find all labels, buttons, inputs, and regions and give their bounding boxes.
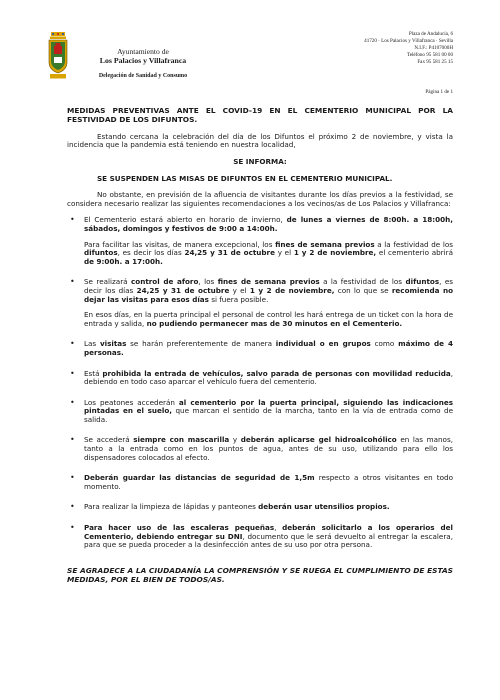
text: Los peatones accederán — [84, 397, 179, 407]
address-line: Plaza de Andalucía, 6 — [408, 31, 453, 37]
se-informa-heading: SE INFORMA: — [233, 157, 287, 166]
bold-text: Deberán guardar las distancias de seguridad de 1,5m — [84, 473, 315, 483]
address-line: Fax 95 581 25 15 — [417, 58, 453, 65]
bold-text: deberán usar utensilios propios. — [258, 502, 390, 512]
text: Se realizará — [84, 277, 131, 287]
provision-paragraph: No obstante, en previsión de la afluencia de visitantes durante los días previos a la festividad, se considera necesario realizar las siguientes recomendaciones a los vecinos/as de Los Palacios y Villafranca: — [67, 190, 453, 208]
text: si fuera posible. — [208, 294, 269, 304]
text: En esos días, en la puerta principal el personal de control les hará entrega de un ticket con la hora de entrada y salida, — [84, 310, 453, 328]
text: con lo que se — [334, 285, 392, 295]
list-item — [67, 503, 453, 512]
list-item — [67, 216, 453, 266]
organization-name — [78, 47, 208, 80]
bold-text: control de aforo — [131, 277, 199, 287]
text: , es decir los días — [84, 277, 453, 295]
text: y el — [229, 285, 250, 295]
org-line-2: Los Palacios y Villafranca — [99, 56, 187, 65]
list-item — [67, 474, 453, 491]
text: respecto a otros visitantes en todo momento. — [84, 473, 453, 491]
text: y el — [274, 248, 294, 258]
text: se harán preferentemente de manera — [126, 339, 276, 349]
bold-text: difuntos — [84, 248, 118, 258]
bold-text: de 9:00h. a 17:00h. — [84, 256, 163, 266]
bold-text: de lunes a viernes de 8:00h. a 18:00h, sábados, domingos y festivos de 9:00 a 14:00h. — [84, 215, 453, 233]
list-item — [67, 278, 453, 328]
bold-text: recomienda no dejar las visitas para esos días — [84, 285, 454, 304]
document-title: MEDIDAS PREVENTIVAS ANTE EL COVID-19 EN EL CEMENTERIO MUNICIPAL POR LA FESTIVIDAD DE LOS DIFUNTOS. — [67, 106, 453, 125]
bold-text: al cementerio por la puerta principal, siguiendo las indicaciones pintadas en el suelo, — [84, 397, 453, 416]
list-item — [67, 370, 453, 387]
bold-text: fines de semana previos — [275, 239, 375, 249]
text: , los — [198, 277, 218, 287]
bold-text: 24,25 y 31 de octubre — [136, 285, 230, 295]
text: a la festividad de los — [374, 239, 453, 249]
contact-address — [364, 31, 453, 66]
intro-paragraph: Estando cercana la celebración del día de los Difuntos el próximo 2 de noviembre, y vista la incidencia que la pandemia está teniendo en nuestra localidad, — [67, 131, 453, 150]
address-line: Teléfono 95 581 00 00 — [406, 51, 453, 58]
suspension-notice: SE SUSPENDEN LAS MISAS DE DIFUNTOS EN EL CEMENTERIO MUNICIPAL. — [97, 173, 393, 183]
bold-text: fines de semana previos — [217, 277, 320, 287]
bold-text: Para hacer uso de las escaleras pequeñas — [84, 523, 275, 533]
text: , documento que le será devuelto al entregar la escalera, para que se pueda proceder a la desinfección antes de su uso por otra persona. — [84, 531, 453, 550]
list-item — [67, 436, 453, 462]
bold-text: 1 y 2 de noviembre, — [249, 285, 335, 295]
address-line: 41720 · Los Palacios y Villafranca · Sevilla — [364, 37, 453, 44]
list-item — [67, 399, 453, 425]
text: Para facilitar las visitas, de manera excepcional, los — [84, 239, 276, 249]
text: , es decir los días — [117, 248, 185, 258]
recommendations-list — [67, 216, 453, 549]
page-number: Página 1 de 1 — [425, 89, 453, 95]
text: como — [370, 339, 399, 349]
bold-text: 1 y 2 de noviembre, — [293, 248, 377, 258]
text: , — [274, 523, 283, 533]
bold-text: máximo de 4 personas. — [84, 339, 453, 357]
text: Para realizar la limpieza de lápidas y panteones — [84, 502, 259, 512]
bold-text: 24,25 y 31 de octubre — [184, 248, 275, 258]
text: El Cementerio estará abierto en horario de invierno, — [84, 215, 287, 225]
sub-paragraph — [84, 241, 453, 267]
text: y — [229, 435, 241, 445]
text: que marcan el sentido de la marcha, tanto en la vía de entrada como de salida. — [84, 406, 453, 424]
text: , debiendo en todo caso aparcar el vehículo fuera del cementerio. — [84, 368, 454, 387]
org-line-1: Ayuntamiento de — [117, 47, 169, 56]
text: Está — [84, 368, 103, 378]
bold-text: deberán aplicarse gel hidroalcohólico — [240, 435, 397, 445]
closing-statement: SE AGRADECE A LA CIUDADANÍA LA COMPRENSIÓN Y SE RUEGA EL CUMPLIMIENTO DE ESTAS MEDIDAS, POR EL BIEN DE TODOS/AS. — [67, 565, 453, 585]
bold-text: deberán solicitarlo a los operarios del Cementerio, debiendo entregar su DNI — [84, 523, 453, 541]
text: Se accederá — [84, 435, 134, 445]
text: a la festividad de los — [319, 277, 406, 287]
address-line: N.I.F.: P4107000H — [414, 44, 453, 51]
list-item — [67, 340, 453, 357]
bold-text: no pudiendo permanecer mas de 30 minutos en el Cementerio. — [146, 318, 403, 328]
bold-text: siempre con mascarilla — [133, 435, 230, 445]
list-item — [67, 524, 453, 550]
bold-text: prohibida la entrada de vehículos, salvo parada de personas con movilidad reducida — [102, 368, 451, 378]
sub-paragraph — [84, 311, 453, 328]
bold-text: individual o en grupos — [275, 339, 371, 349]
bold-text: difuntos — [405, 277, 440, 287]
text: Las — [84, 339, 100, 349]
municipal-crest-logo — [47, 32, 69, 80]
department-name: Delegación de Sanidad y Consumo — [98, 73, 188, 79]
text: el cementerio abrirá — [376, 248, 453, 258]
document-body — [67, 106, 453, 585]
text: en las manos, tanto a la entrada como en los puntos de agua, antes de su uso, utilizando para ello los dispensadores colocados al efecto. — [84, 435, 453, 462]
bold-text: visitas — [99, 339, 127, 349]
